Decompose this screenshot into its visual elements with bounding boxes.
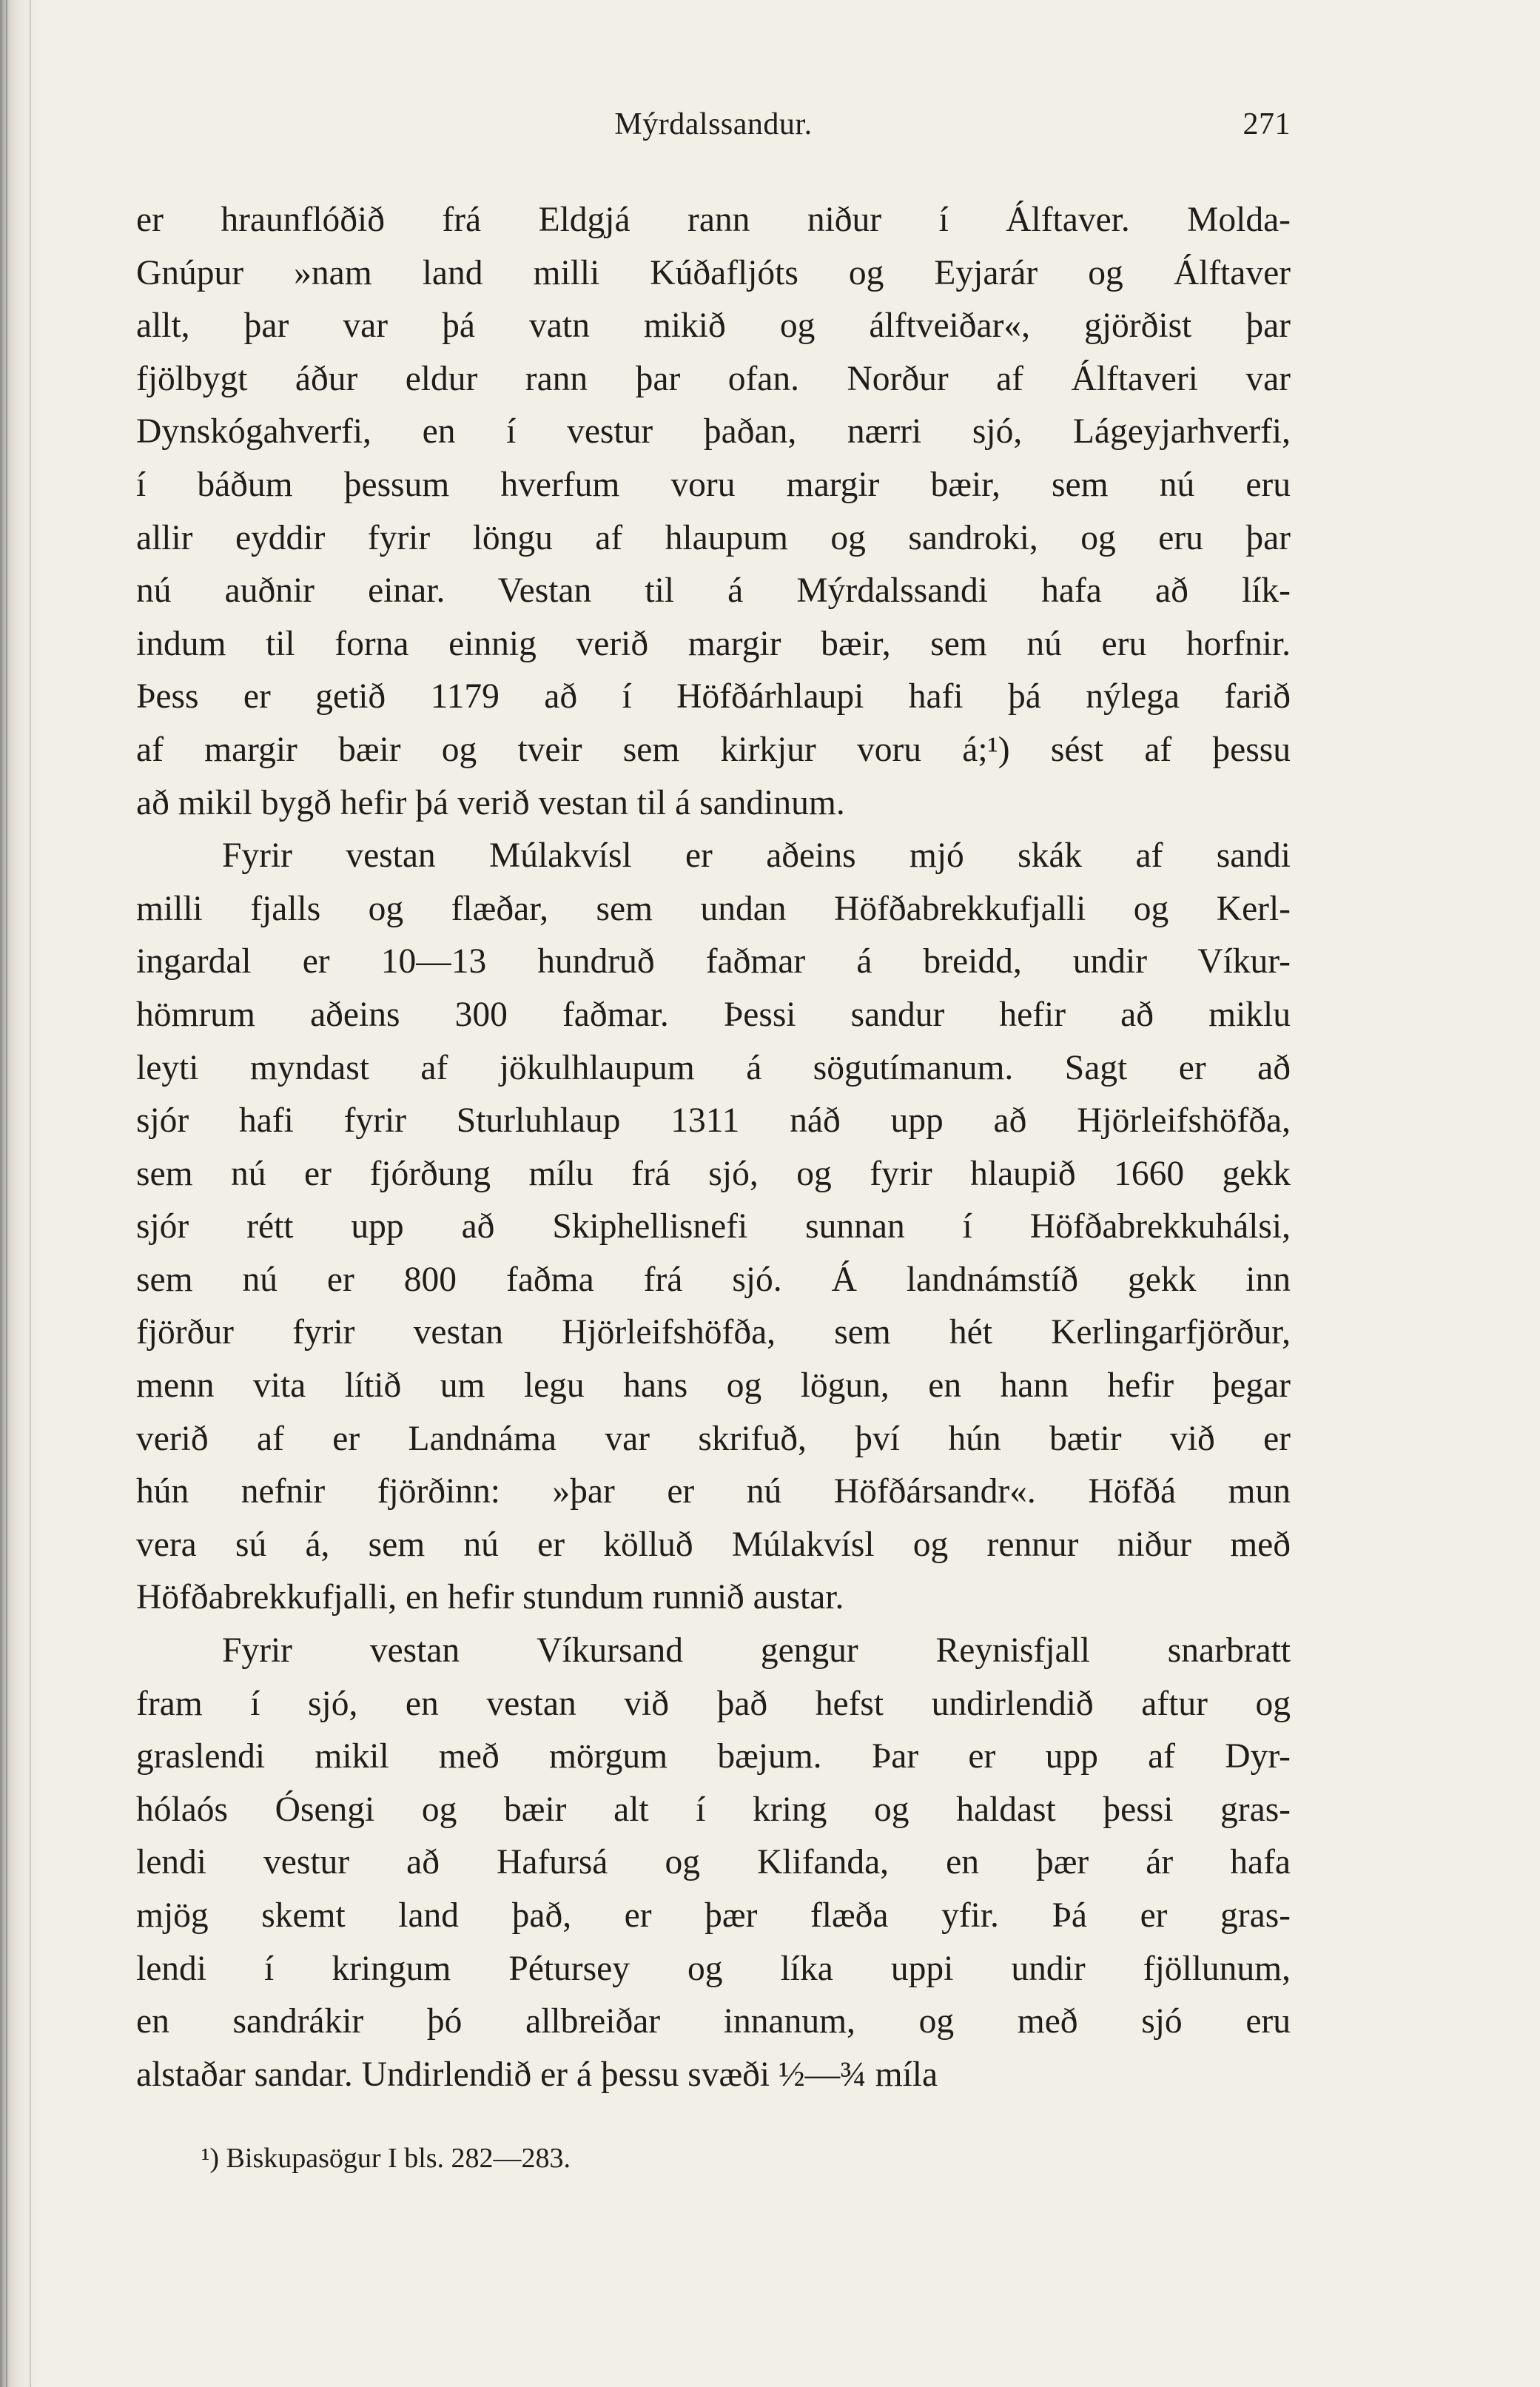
text-line: hömrum aðeins 300 faðmar. Þessi sandur hefir að miklu xyxy=(136,995,1291,1034)
text-line: Þess er getið 1179 að í Höfðárhlaupi hafi þá nýlega farið xyxy=(136,677,1291,716)
text-line: graslendi mikil með mörgum bæjum. Þar er upp af Dyr- xyxy=(136,1737,1291,1776)
text-line: en sandrákir þó allbreiðar innanum, og með sjó eru xyxy=(136,2002,1291,2041)
paragraph xyxy=(136,830,1291,1625)
footnote: ¹) Biskupasögur I bls. 282—283. xyxy=(201,2143,571,2175)
gutter-rule xyxy=(30,0,31,2387)
text-line: vera sú á, sem nú er kölluð Múlakvísl og rennur niður með xyxy=(136,1525,1291,1564)
text-line: að mikil bygð hefir þá verið vestan til á sandinum. xyxy=(136,783,845,822)
text-line: lendi vestur að Hafursá og Klifanda, en þær ár hafa xyxy=(136,1843,1291,1882)
text-line: Höfðabrekkufjalli, en hefir stundum runnið austar. xyxy=(136,1578,844,1617)
text-line: sjór hafi fyrir Sturluhlaup 1311 náð upp að Hjörleifshöfða, xyxy=(136,1101,1291,1141)
text-line: Dynskógahverfi, en í vestur þaðan, nærri sjó, Lágeyjarhverfi, xyxy=(136,412,1291,451)
running-head xyxy=(136,96,1291,155)
text-line: ingardal er 10—13 hundruð faðmar á breidd, undir Víkur- xyxy=(136,942,1291,981)
text-line: mjög skemt land það, er þær flæða yfir. Þá er gras- xyxy=(136,1896,1291,1935)
paragraph xyxy=(136,1625,1291,2101)
text-line: leyti myndast af jökulhlaupum á sögutímanum. Sagt er að xyxy=(136,1048,1291,1087)
text-line: sem nú er fjórðung mílu frá sjó, og fyrir hlaupið 1660 gekk xyxy=(136,1154,1291,1193)
text-line: sjór rétt upp að Skiphellisnefi sunnan í Höfðabrekkuhálsi, xyxy=(136,1207,1291,1246)
text-line: allir eyddir fyrir löngu af hlaupum og sandroki, og eru þar xyxy=(136,518,1291,557)
text-line: Fyrir vestan Víkursand gengur Reynisfjall snarbratt xyxy=(222,1631,1291,1671)
body-text xyxy=(136,194,1291,2101)
text-line: í báðum þessum hverfum voru margir bæir, sem nú eru xyxy=(136,465,1291,504)
text-line: hún nefnir fjörðinn: »þar er nú Höfðársandr«. Höfðá mun xyxy=(136,1472,1291,1511)
paragraph xyxy=(136,194,1291,830)
text-line: nú auðnir einar. Vestan til á Mýrdalssandi hafa að lík- xyxy=(136,571,1291,611)
text-line: sem nú er 800 faðma frá sjó. Á landnámstíð gekk inn xyxy=(136,1260,1291,1299)
text-line: indum til forna einnig verið margir bæir, sem nú eru horfnir. xyxy=(136,624,1291,663)
text-line: af margir bæir og tveir sem kirkjur voru á;¹) sést af þessu xyxy=(136,730,1291,769)
text-line: menn vita lítið um legu hans og lögun, en hann hefir þegar xyxy=(136,1366,1291,1406)
book-page xyxy=(136,96,1291,2177)
text-line: hólaós Ósengi og bæir alt í kring og haldast þessi gras- xyxy=(136,1790,1291,1829)
text-line: Fyrir vestan Múlakvísl er aðeins mjó skák af sandi xyxy=(222,836,1291,876)
gutter-rule xyxy=(6,0,7,2387)
text-line: er hraunflóðið frá Eldgjá rann niður í Álftaver. Molda- xyxy=(136,201,1291,239)
text-line: fjölbygt áður eldur rann þar ofan. Norður af Álftaveri var xyxy=(136,359,1291,398)
text-line: fram í sjó, en vestan við það hefst undirlendið aftur og xyxy=(136,1684,1291,1723)
text-line: allt, þar var þá vatn mikið og álftveiðar«, gjörðist þar xyxy=(136,306,1291,346)
text-line: verið af er Landnáma var skrifuð, því hún bætir við er xyxy=(136,1419,1291,1458)
text-line: Gnúpur »nam land milli Kúðafljóts og Eyjarár og Álftaver xyxy=(136,253,1291,292)
text-line: fjörður fyrir vestan Hjörleifshöfða, sem hét Kerlingarfjörður, xyxy=(136,1313,1291,1352)
text-line: alstaðar sandar. Undirlendið er á þessu svæði ½—¾ míla xyxy=(136,2055,938,2094)
page-number: 271 xyxy=(1243,107,1291,141)
running-head-title: Mýrdalssandur. xyxy=(614,107,813,141)
text-line: milli fjalls og flæðar, sem undan Höfðabrekkufjalli og Kerl- xyxy=(136,889,1291,928)
text-line: lendi í kringum Pétursey og líka uppi undir fjöllunum, xyxy=(136,1949,1291,1988)
